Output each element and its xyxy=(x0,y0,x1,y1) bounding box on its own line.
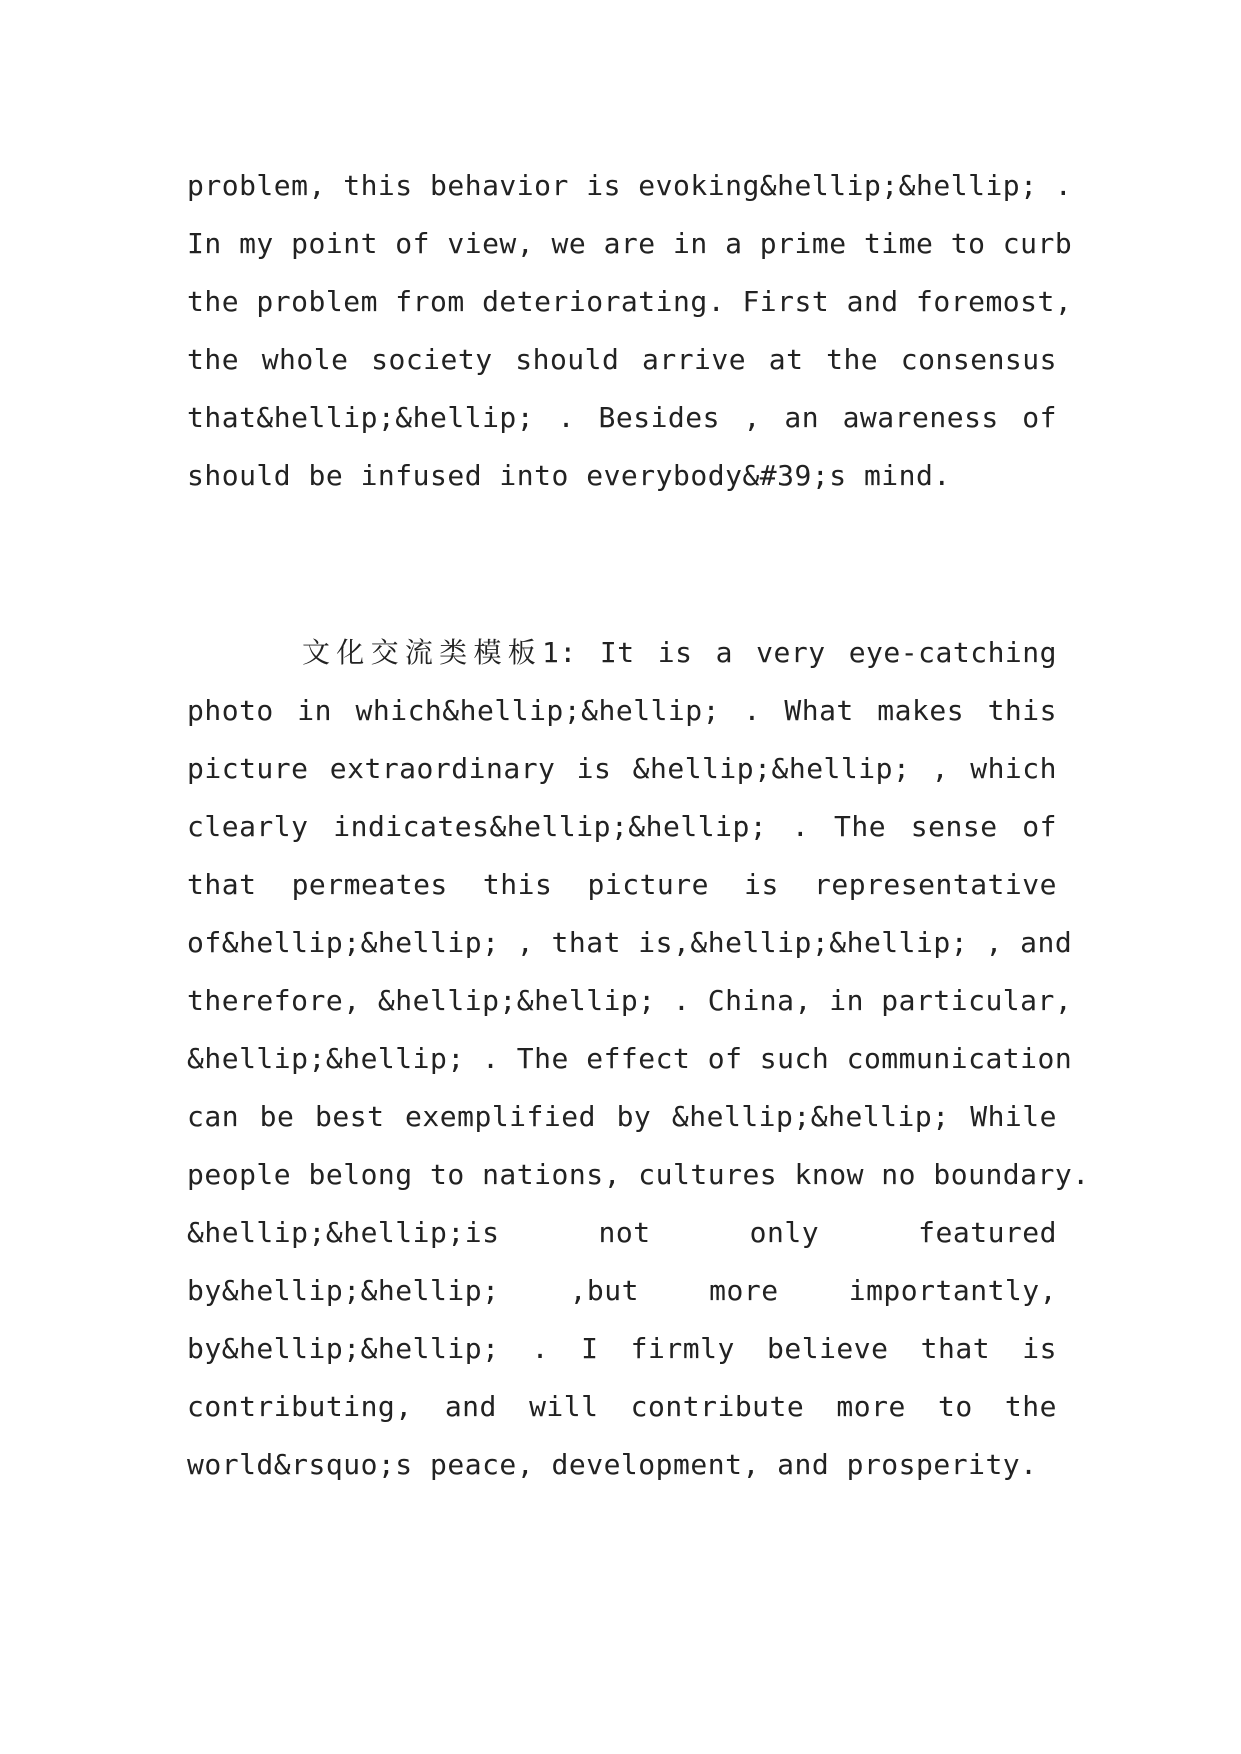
paragraph-1-line: that&hellip;&hellip; . Besides , an awareness of xyxy=(187,401,1057,434)
paragraph-2-line: world&rsquo;s peace, development, and prosperity. xyxy=(187,1448,1038,1481)
paragraph-1-line: the whole society should arrive at the consensus xyxy=(187,343,1057,376)
paragraph-2-line: people belong to nations, cultures know no boundary. xyxy=(187,1158,1090,1191)
paragraph-2-line: contributing, and will contribute more to the xyxy=(187,1390,1057,1423)
paragraph-1-line: In my point of view, we are in a prime time to curb xyxy=(187,227,1073,260)
paragraph-2-line: &hellip;&hellip; . The effect of such communication xyxy=(187,1042,1073,1075)
paragraph-2 xyxy=(187,624,1090,1494)
paragraph-2-line: by&hellip;&hellip; ,but more importantly, xyxy=(187,1274,1057,1307)
paragraph-2-line: can be best exemplified by &hellip;&hellip; While xyxy=(187,1100,1057,1133)
paragraph-2-line: by&hellip;&hellip; . I firmly believe that is xyxy=(187,1332,1057,1365)
paragraph-2-line: clearly indicates&hellip;&hellip; . The sense of xyxy=(187,810,1057,843)
paragraph-2-line: of&hellip;&hellip; , that is,&hellip;&hellip; , and xyxy=(187,926,1073,959)
paragraph-1 xyxy=(187,157,1073,505)
paragraph-2-line: photo in which&hellip;&hellip; . What makes this xyxy=(187,694,1057,727)
paragraph-1-line: the problem from deteriorating. First and foremost, xyxy=(187,285,1073,318)
paragraph-2-line: &hellip;&hellip;is not only featured xyxy=(187,1216,1057,1249)
paragraph-1-line: problem, this behavior is evoking&hellip;&hellip; . xyxy=(187,169,1073,202)
paragraph-2-line: picture extraordinary is &hellip;&hellip; , which xyxy=(187,752,1057,785)
paragraph-2-line: that permeates this picture is representative xyxy=(187,868,1057,901)
paragraph-2-line: therefore, &hellip;&hellip; . China, in particular, xyxy=(187,984,1073,1017)
paragraph-2-heading-line: 文化交流类模板1: It is a very eye-catching xyxy=(302,636,1057,669)
paragraph-1-line: should be infused into everybody&#39;s mind. xyxy=(187,459,951,492)
